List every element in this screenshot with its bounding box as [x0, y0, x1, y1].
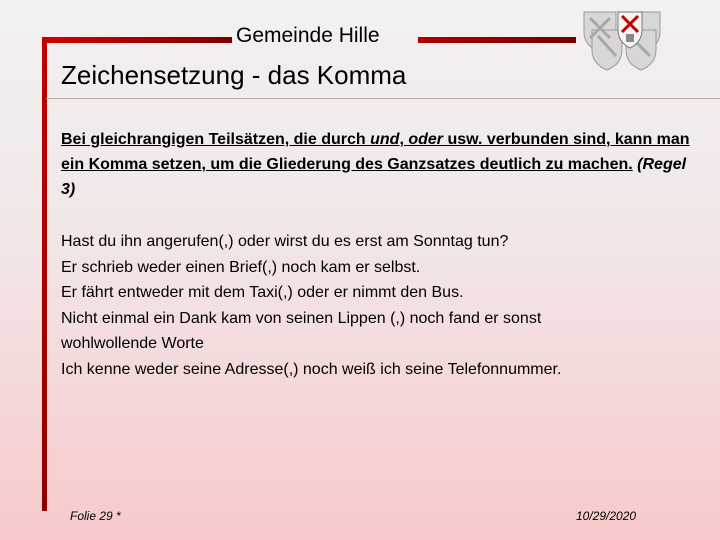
intro-oder: oder: [408, 131, 443, 148]
intro-rule-ref: (Regel 3): [61, 156, 687, 198]
footer-slide-number: Folie 29 *: [70, 509, 121, 523]
intro-part1: Bei gleichrangigen Teilsätzen, die durch: [61, 131, 371, 148]
coat-of-arms-icon: [582, 8, 666, 82]
vertical-accent-bar: [42, 37, 47, 511]
intro-paragraph: [61, 127, 701, 202]
example-line: wohlwollende Worte: [61, 335, 204, 353]
example-line: Hast du ihn angerufen(,) oder wirst du es erst am Sonntag tun?: [61, 233, 509, 250]
header-bar-left: [42, 37, 232, 43]
examples-list: [61, 229, 701, 383]
header-title: Gemeinde Hille: [236, 24, 380, 47]
example-line: Er fährt entweder mit dem Taxi(,) oder er nimmt den Bus.: [61, 284, 464, 302]
slide-title: Zeichensetzung - das Komma: [61, 60, 407, 90]
header-bar-right: [418, 37, 576, 43]
intro-comma: ,: [399, 131, 409, 148]
intro-und: und: [370, 131, 400, 148]
title-divider: [46, 98, 720, 99]
example-line: Nicht einmal ein Dank kam von seinen Lippen (,) noch fand er sonst: [61, 309, 542, 327]
footer-date: 10/29/2020: [576, 509, 637, 523]
example-line: Ich kenne weder seine Adresse(,) noch weiß ich seine Telefonnummer.: [61, 360, 562, 378]
intro-part2: usw. verbunden sind, kann man ein Komma setzen, um die Gliederung des Ganzsatzes deutlich zu machen.: [61, 131, 690, 173]
example-line: Er schrieb weder einen Brief(,) noch kam er selbst.: [61, 258, 421, 276]
